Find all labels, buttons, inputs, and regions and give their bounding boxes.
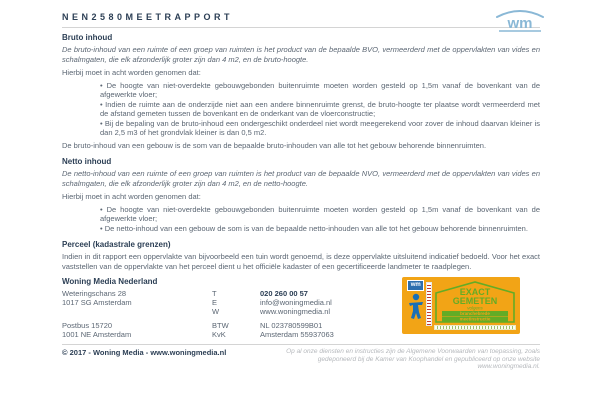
badge-left-column [406,280,425,331]
page-footer [62,348,540,371]
badge-sub-2: branchebrede [460,311,490,316]
badge-sub-3: meetinstructie [459,316,491,322]
badge-right-column [434,280,516,331]
bullet-item: • Indien de ruimte aan de onderzijde niet aan een andere binnenruimte grenst, de bruto-hoogte ter plaatse wordt vermeerderd met de afstand gemeten tussen de bovenkant en de onderkant van de vloerconstructie; [100,99,540,118]
address-line: 1017 SG Amsterdam [62,298,132,307]
netto-note-paragraph: Hierbij moet in acht worden genomen dat: [62,192,201,201]
phone-label: T [212,289,217,298]
bullet-item: • De netto-inhoud van een gebouw de som is van de bepaalde netto-inhouden van alle tot het gebouw behorende binnenruimten. [100,223,528,233]
header-divider [62,27,540,28]
btw-label: BTW [212,321,229,330]
bullet-item: • De hoogte van niet-overdekte gebouwgebonden buitenruimte moeten worden gesteld op 1,5m vanaf de bovenkant van de afgewerkte vloer; [100,204,540,223]
badge-ruler-strip [434,325,516,330]
bullet-item: • De hoogte van niet-overdekte gebouwgebonden buitenruimte moeten worden gesteld op 1,5m vanaf de bovenkant van de afgewerkte vloer; [100,80,540,99]
postal-line: 1001 NE Amsterdam [62,330,132,339]
company-name: Woning Media Nederland [62,277,158,286]
empty-cell [62,307,212,316]
measuring-person-icon [407,293,425,321]
phone-number: 020 260 00 57 [260,289,308,298]
report-header [62,10,540,32]
website-label: W [212,307,220,316]
section-heading-perceel: Perceel (kadastrale grenzen) [62,240,171,249]
copyright-text: © 2017 - Woning Media - www.woningmedia.nl [62,348,227,357]
address-line: Weteringschans 28 [62,289,127,298]
btw-value: NL 023780599B01 [260,321,323,330]
contact-grid [62,289,402,339]
email-label: E [212,298,218,307]
bruto-intro-paragraph: De bruto-inhoud van een ruimte of een groep van ruimten is het product van de bepaalde BVO, vermeerderd met de oppervlakten van vides en schalmgaten, die elk afzonderlijk groter zijn dan 4 m2, en de bruto-hoogte. [62,45,540,64]
wm-mini-logo-text: wm [410,282,421,288]
woning-media-logo [492,4,548,34]
badge-title-2: GEMETEN [452,296,498,306]
netto-bullet-list [100,205,540,234]
postal-line: Postbus 15720 [62,321,113,330]
section-heading-netto: Netto inhoud [62,157,112,166]
exact-gemeten-house [434,280,516,324]
footer-divider [62,344,540,345]
netto-intro-paragraph: De netto-inhoud van een ruimte of een groep van ruimten is het product van de bepaalde NVO, vermeerderd met de oppervlakten van vides en schalmgaten, die elk afzonderlijk groter zijn dan 4 m2, en de netto-hoogte. [62,169,540,188]
report-title: NEN2580MEETRAPPORT [62,12,234,22]
exact-gemeten-badge [402,277,520,334]
contact-block [62,277,540,339]
bruto-bullet-list [100,81,540,138]
svg-text:wm: wm [507,15,533,32]
kvk-label: KvK [212,330,226,339]
bullet-item: • Bij de bepaling van de bruto-inhoud een ondergeschikt onderdeel niet wordt meegerekend voor zover de inhoud daarvan kleiner is dan 2,5 m3 of het grondvlak kleiner is dan 0,5 m2. [100,118,540,137]
website-value: www.woningmedia.nl [260,307,331,316]
measuring-tape-icon [426,282,432,326]
section-heading-bruto: Bruto inhoud [62,33,113,42]
bruto-outro-paragraph: De bruto-inhoud van een gebouw is de som van de bepaalde bruto-inhouden van alle tot het gebouw behorende binnenruimten. [62,140,487,150]
bruto-note-paragraph: Hierbij moet in acht worden genomen dat: [62,68,201,77]
disclaimer-text: Op al onze diensten en instructies zijn de Algemene Voorwaarden van toepassing, zoals gedeponeerd bij de Kamer van Koophandel en gepubliceerd op onze website www.woningmedia.nl. [286,348,540,370]
wm-mini-logo [407,280,424,291]
perceel-paragraph: Indien in dit rapport een oppervlakte van bijvoorbeeld een tuin wordt genoemd, is deze oppervlakte uitsluitend indicatief bedoeld. Voor het exact vaststellen van de oppervlakte van het perceel dient u het officiële kadaster of een gecertificeerde landmeter te raadplegen. [62,252,540,271]
kvk-value: Amsterdam 55937063 [260,330,334,339]
badge-title-1: EXACT [459,287,491,297]
badge-sub-1: volgens [467,305,483,311]
email-value: info@woningmedia.nl [260,298,332,307]
